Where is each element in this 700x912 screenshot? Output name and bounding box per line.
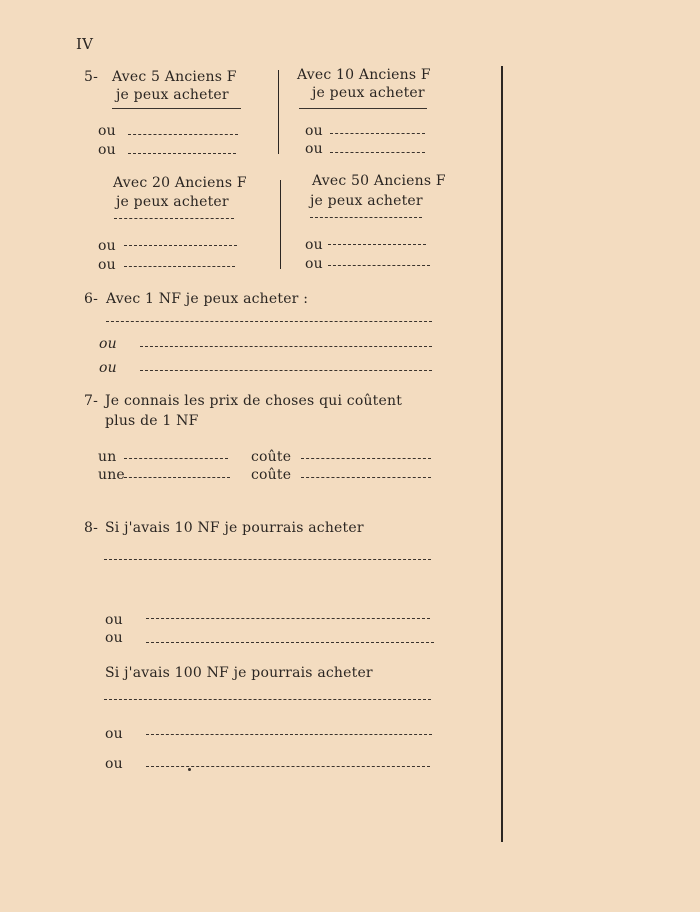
box2-underline bbox=[299, 108, 427, 109]
answer-line[interactable] bbox=[140, 346, 432, 347]
box3-title: Avec 20 Anciens F bbox=[113, 175, 247, 191]
answer-line[interactable] bbox=[104, 559, 431, 560]
answer-line[interactable] bbox=[124, 266, 235, 267]
answer-line[interactable] bbox=[106, 321, 432, 322]
box4-title: Avec 50 Anciens F bbox=[312, 173, 446, 189]
un-label: un bbox=[98, 449, 117, 465]
question-number: 6- bbox=[84, 291, 99, 307]
box1-subtitle: je peux acheter bbox=[116, 87, 229, 103]
box2-subtitle: je peux acheter bbox=[312, 85, 425, 101]
box1-title: Avec 5 Anciens F bbox=[112, 69, 237, 85]
box2-title: Avec 10 Anciens F bbox=[297, 67, 431, 83]
answer-line[interactable] bbox=[146, 618, 430, 619]
page-number: IV bbox=[76, 35, 94, 53]
question-text-line1: Je connais les prix de choses qui coûtent bbox=[105, 393, 403, 409]
ou-label: ou bbox=[98, 257, 116, 273]
right-margin-rule bbox=[501, 66, 503, 842]
ou-label: ou bbox=[105, 726, 123, 742]
answer-line[interactable] bbox=[114, 218, 234, 219]
ou-label: ou bbox=[105, 630, 123, 646]
ou-label: ou bbox=[105, 756, 123, 772]
question-number: 5- bbox=[84, 69, 99, 85]
ou-label: ou bbox=[99, 360, 117, 376]
answer-line[interactable] bbox=[128, 134, 238, 135]
answer-line[interactable] bbox=[124, 458, 228, 459]
ou-label: ou bbox=[105, 612, 123, 628]
answer-line[interactable] bbox=[328, 244, 426, 245]
ou-label: ou bbox=[98, 142, 116, 158]
question-number: 8- bbox=[84, 520, 99, 536]
ou-label: ou bbox=[305, 123, 323, 139]
answer-line[interactable] bbox=[301, 458, 431, 459]
answer-line[interactable] bbox=[301, 477, 431, 478]
box3-subtitle: je peux acheter bbox=[116, 194, 229, 210]
answer-line[interactable] bbox=[328, 265, 430, 266]
answer-line[interactable] bbox=[140, 370, 432, 371]
coute-label: coûte bbox=[251, 467, 292, 483]
box1-underline bbox=[112, 108, 241, 109]
ou-label: ou bbox=[305, 256, 323, 272]
ou-label: ou bbox=[305, 141, 323, 157]
box-divider bbox=[278, 70, 279, 154]
answer-line[interactable] bbox=[146, 766, 430, 767]
answer-line[interactable] bbox=[104, 699, 431, 700]
answer-line[interactable] bbox=[124, 245, 237, 246]
question-text: Si j'avais 10 NF je pourrais acheter bbox=[105, 520, 364, 536]
answer-line[interactable] bbox=[124, 477, 230, 478]
ou-label: ou bbox=[99, 336, 117, 352]
answer-line[interactable] bbox=[330, 133, 425, 134]
answer-line[interactable] bbox=[146, 642, 434, 643]
ou-label: ou bbox=[305, 237, 323, 253]
coute-label: coûte bbox=[251, 449, 292, 465]
question-number: 7- bbox=[84, 393, 99, 409]
answer-line[interactable] bbox=[310, 217, 422, 218]
question-text-line2: plus de 1 NF bbox=[105, 413, 199, 429]
ink-dot bbox=[188, 768, 191, 771]
ou-label: ou bbox=[98, 123, 116, 139]
answer-line[interactable] bbox=[330, 152, 425, 153]
answer-line[interactable] bbox=[128, 153, 236, 154]
question-text-100nf: Si j'avais 100 NF je pourrais acheter bbox=[105, 665, 373, 681]
box4-subtitle: je peux acheter bbox=[310, 193, 423, 209]
question-text: Avec 1 NF je peux acheter : bbox=[106, 291, 309, 307]
answer-line[interactable] bbox=[146, 734, 432, 735]
ou-label: ou bbox=[98, 238, 116, 254]
une-label: une bbox=[98, 467, 125, 483]
box-divider bbox=[280, 180, 281, 269]
